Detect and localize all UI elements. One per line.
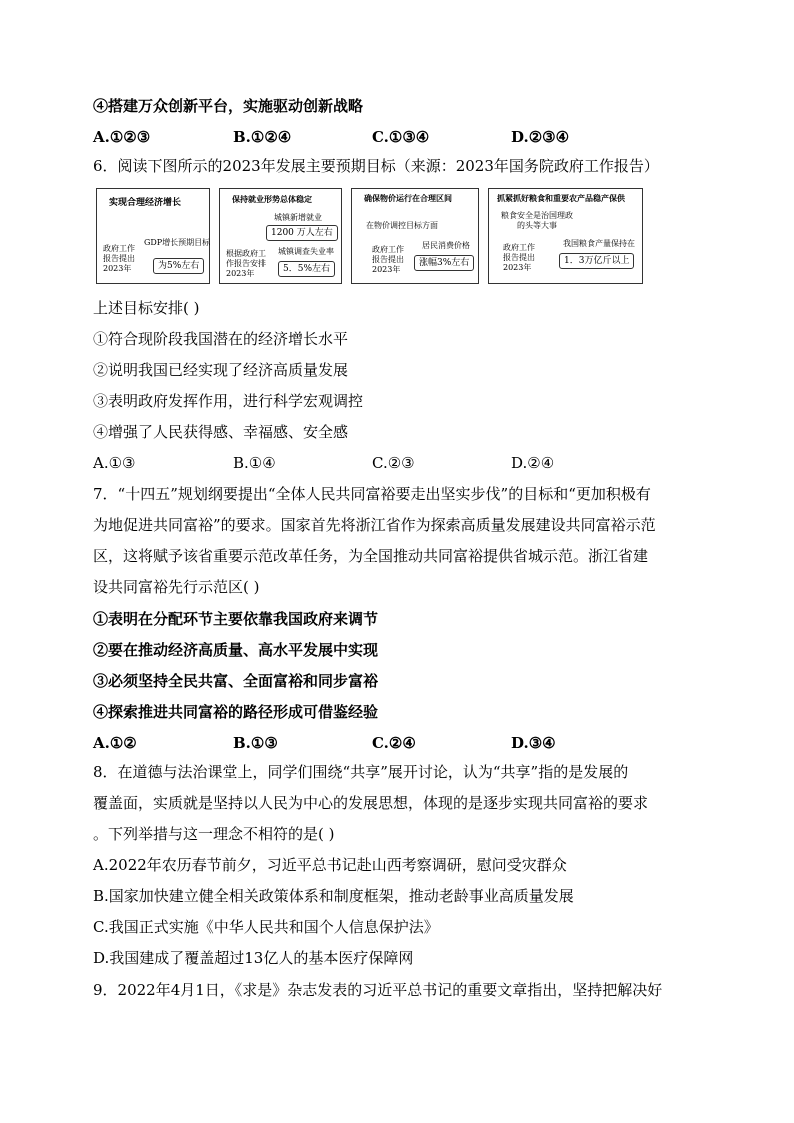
box-source-1: 政府工作 bbox=[103, 244, 135, 253]
figure-box-employment bbox=[219, 188, 342, 284]
q8-option-b: B.国家加快建立健全相关政策体系和制度框架，推动老龄事业高质量发展 bbox=[93, 887, 574, 905]
q5-option-d: D.②③④ bbox=[511, 128, 570, 146]
box-source-3: 2023年 bbox=[226, 269, 255, 278]
q7-stem-line-2: 为地促进共同富裕”的要求。国家首先将浙江省作为探索高质量发展建设共同富裕示范 bbox=[93, 516, 656, 534]
box-source-2: 报告提出 bbox=[372, 255, 404, 264]
box-value: 涨幅3%左右 bbox=[419, 258, 470, 268]
q6-stem: 6．阅读下图所示的2023年发展主要预期目标（来源：2023年国务院政府工作报告） bbox=[93, 157, 659, 175]
box-value-badge bbox=[414, 255, 474, 271]
box-source-3: 2023年 bbox=[503, 263, 532, 272]
q7-option-c: C.②④ bbox=[372, 734, 416, 752]
q6-item-2: ②说明我国已经实现了经济高质量发展 bbox=[93, 361, 349, 379]
box-value-badge-2 bbox=[278, 261, 335, 277]
q7-item-3: ③必须坚持全民共富、全面富裕和同步富裕 bbox=[93, 672, 379, 690]
q7-stem-line-3: 区，这将赋予该省重要示范改革任务，为全国推动共同富裕提供省城示范。浙江省建 bbox=[93, 547, 649, 565]
q7-stem-line-4: 设共同富裕先行示范区( ) bbox=[93, 578, 260, 596]
q7-options bbox=[93, 733, 713, 753]
q6-option-c: C.②③ bbox=[372, 454, 415, 472]
q7-item-2: ②要在推动经济高质量、高水平发展中实现 bbox=[93, 641, 379, 659]
q5-option-b: B.①②④ bbox=[233, 128, 292, 146]
q5-option-c: C.①③④ bbox=[372, 128, 430, 146]
q7-stem-line-1: 7．“十四五”规划纲要提出“全体人民共同富裕要走出坚实步伐”的目标和“更加积极有 bbox=[93, 485, 651, 503]
box-source-1: 政府工作 bbox=[372, 245, 404, 254]
box-title: 实现合理经济增长 bbox=[109, 198, 182, 208]
q6-option-a: A.①③ bbox=[93, 454, 136, 472]
q7-option-a: A.①② bbox=[93, 734, 137, 752]
q6-item-3: ③表明政府发挥作用，进行科学宏观调控 bbox=[93, 392, 364, 410]
box-label-2: 城镇调查失业率 bbox=[278, 247, 334, 256]
box-source-2: 报告提出 bbox=[503, 253, 535, 262]
q8-stem-line-2: 覆盖面，实质就是坚持以人民为中心的发展思想，体现的是逐步实现共同富裕的要求 bbox=[93, 794, 649, 812]
q7-item-4: ④探索推进共同富裕的路径形成可借鉴经验 bbox=[93, 703, 379, 721]
box-subtitle-2: 的头等大事 bbox=[517, 221, 557, 230]
figure-box-grain bbox=[488, 188, 643, 284]
q6-item-4: ④增强了人民获得感、幸福感、安全感 bbox=[93, 423, 349, 441]
q9-stem-line-1: 9．2022年4月1日，《求是》杂志发表的习近平总书记的重要文章指出，坚持把解决好 bbox=[93, 981, 663, 999]
box-label-1: 城镇新增就业 bbox=[274, 213, 322, 222]
q8-stem-line-1: 8．在道德与法治课堂上，同学们围绕“共享”展开讨论，认为“共享”指的是发展的 bbox=[93, 763, 629, 781]
q7-option-b: B.①③ bbox=[233, 734, 278, 752]
q6-question: 上述目标安排( ) bbox=[93, 299, 200, 317]
figure-box-growth bbox=[96, 188, 210, 284]
q7-item-1: ①表明在分配环节主要依靠我国政府来调节 bbox=[93, 610, 379, 628]
q5-item-4: ④搭建万众创新平台，实施驱动创新战略 bbox=[93, 97, 364, 115]
q6-option-b: B.①④ bbox=[233, 454, 276, 472]
box-label: GDP增长预期目标 bbox=[144, 238, 211, 247]
box-source-3: 2023年 bbox=[372, 265, 401, 274]
box-value-1: 1200 万人左右 bbox=[271, 228, 333, 238]
q6-item-1: ①符合现阶段我国潜在的经济增长水平 bbox=[93, 330, 349, 348]
box-title: 确保物价运行在合理区间 bbox=[364, 193, 452, 203]
box-label: 居民消费价格 bbox=[422, 241, 470, 250]
box-value-badge bbox=[559, 253, 634, 269]
box-subtitle: 在物价调控目标方面 bbox=[366, 221, 438, 230]
box-subtitle-1: 粮食安全是治国理政 bbox=[501, 211, 573, 220]
q6-option-d: D.②④ bbox=[511, 454, 555, 472]
q6-options bbox=[93, 453, 713, 473]
box-source-1: 根据政府工 bbox=[226, 249, 266, 258]
q8-option-c: C.我国正式实施《中华人民共和国个人信息保护法》 bbox=[93, 918, 439, 936]
q7-option-d: D.③④ bbox=[511, 734, 556, 752]
q8-option-d: D.我国建成了覆盖超过13亿人的基本医疗保障网 bbox=[93, 949, 414, 967]
figure-box-prices bbox=[351, 188, 479, 284]
box-title: 保持就业形势总体稳定 bbox=[232, 194, 312, 204]
box-source-3: 2023年 bbox=[103, 264, 132, 273]
box-source-2: 作报告安排 bbox=[226, 259, 266, 268]
box-label: 我国粮食产量保持在 bbox=[563, 239, 635, 248]
box-value: 为5%左右 bbox=[158, 261, 200, 271]
box-value: 1．3万亿斤以上 bbox=[564, 256, 630, 266]
box-value-badge-1 bbox=[266, 225, 338, 241]
q8-stem-line-3: 。下列举措与这一理念不相符的是( ) bbox=[93, 825, 335, 843]
box-value-badge bbox=[153, 258, 204, 274]
box-source-1: 政府工作 bbox=[503, 243, 535, 252]
q5-option-a: A.①②③ bbox=[93, 128, 151, 146]
q6-figure bbox=[96, 188, 646, 286]
q5-options bbox=[93, 127, 713, 147]
box-title: 抓紧抓好粮食和重要农产品稳产保供 bbox=[497, 193, 625, 203]
q8-option-a: A.2022年农历春节前夕，习近平总书记赴山西考察调研，慰问受灾群众 bbox=[93, 856, 567, 874]
box-source-2: 报告提出 bbox=[103, 254, 135, 263]
box-value-2: 5．5%左右 bbox=[283, 264, 331, 274]
